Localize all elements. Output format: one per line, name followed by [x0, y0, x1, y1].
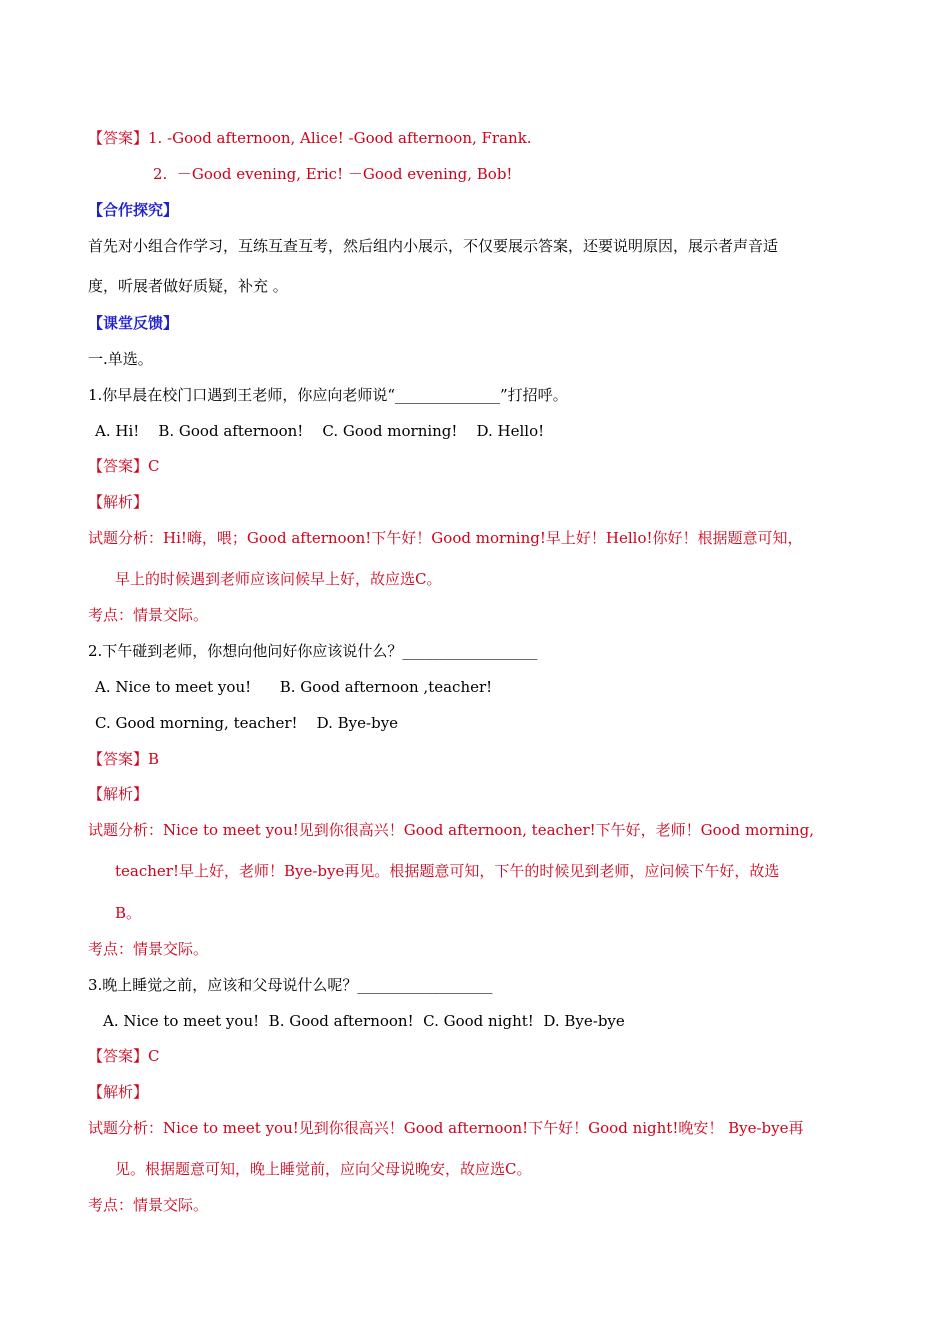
text-line: 【答案】C [88, 457, 160, 475]
text-line: 考点：情景交际。 [88, 606, 209, 624]
text-line: 【解析】 [88, 785, 149, 803]
text-line: B。 [115, 904, 142, 922]
text-line: 【答案】B [88, 750, 160, 768]
text-line: 2. －Good evening, Eric! －Good evening, Bob! [153, 165, 513, 183]
text-line: teacher!早上好，老师！Bye-bye再见。根据题意可知，下午的时候见到老师，应问候下午好，故选 [115, 862, 780, 880]
text-line: 【解析】 [88, 493, 149, 511]
text-line: A. Nice to meet you! B. Good afternoon ,teacher! [95, 678, 493, 696]
text-line: 首先对小组合作学习，互练互查互考，然后组内小展示，不仅要展示答案，还要说明原因，展示者声音适 [88, 237, 779, 255]
text-line: A. Nice to meet you! B. Good afternoon! C. Good night! D. Bye-bye [103, 1012, 625, 1030]
text-line: A. Hi! B. Good afternoon! C. Good morning! D. Hello! [95, 422, 545, 440]
text-line: 3.晚上睡觉之前，应该和父母说什么呢？__________________ [88, 976, 493, 994]
text-line: 【答案】C [88, 1047, 160, 1065]
text-line: 度，听展者做好质疑，补充 。 [88, 277, 288, 295]
text-line: 【解析】 [88, 1083, 149, 1101]
text-line: C. Good morning, teacher! D. Bye-bye [95, 714, 399, 732]
text-line: 试题分析：Nice to meet you!见到你很高兴！Good afternoon, teacher!下午好，老师！Good morning, [88, 821, 814, 839]
text-line: 【合作探究】 [88, 201, 179, 219]
text-line: 一.单选。 [88, 350, 153, 368]
text-line: 考点：情景交际。 [88, 1196, 209, 1214]
text-line: 见。根据题意可知，晚上睡觉前，应向父母说晚安，故应选C。 [115, 1160, 532, 1178]
text-line: 【课堂反馈】 [88, 314, 179, 332]
text-line: 【答案】1. -Good afternoon, Alice! -Good afternoon, Frank. [88, 129, 532, 147]
text-line: 早上的时候遇到老师应该问候早上好，故应选C。 [115, 570, 442, 588]
text-line: 2.下午碰到老师，你想向他问好你应该说什么？__________________ [88, 642, 538, 660]
text-line: 1.你早晨在校门口遇到王老师，你应向老师说“______________”打招呼。 [88, 386, 568, 404]
text-line: 试题分析：Nice to meet you!见到你很高兴！Good afternoon!下午好！Good night!晚安！ Bye-bye再 [88, 1119, 804, 1137]
text-line: 考点：情景交际。 [88, 940, 209, 958]
text-line: 试题分析：Hi!嗨，喂；Good afternoon!下午好！Good morning!早上好！Hello!你好！根据题意可知， [88, 529, 803, 547]
